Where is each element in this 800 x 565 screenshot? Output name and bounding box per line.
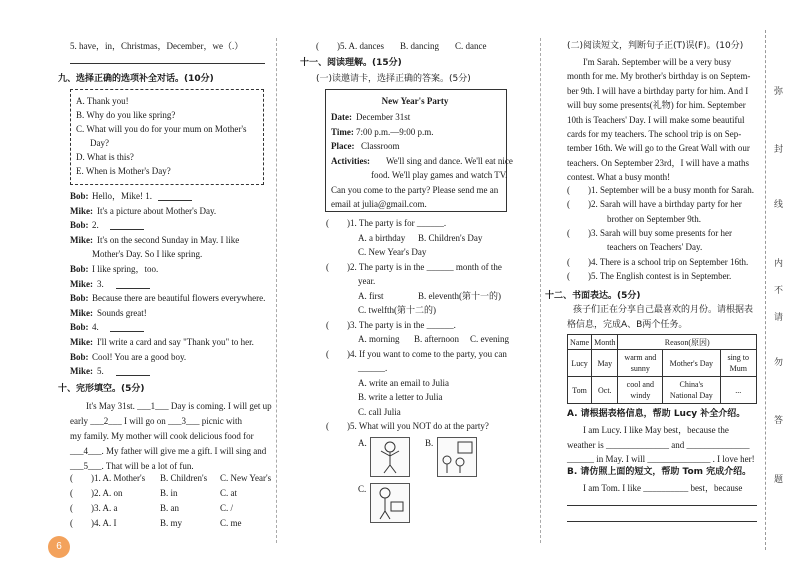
table-row <box>568 350 757 377</box>
speaker-label: Mike: <box>70 337 93 347</box>
dialog-line: I like spring，too. <box>92 264 159 274</box>
speaker-label: Bob: <box>70 191 89 201</box>
answer-blank[interactable] <box>110 229 144 230</box>
option-item: D. What is this? <box>76 152 134 162</box>
card-value: email at julia@gmail.com. <box>331 199 427 209</box>
card-value: December 31st <box>356 112 411 122</box>
seal-char: 内 <box>774 259 784 269</box>
cloze-line: ___4___. My father will give me a gift. I will sing and <box>70 446 267 456</box>
dialog-line: Hello，Mike! 1. <box>92 191 152 201</box>
passage-line: I'm Sarah. September will be a very busy <box>583 57 732 67</box>
cloze-option[interactable]: C. New Year's <box>220 473 272 483</box>
cloze-line: my family. My mother will cook delicious food for <box>70 431 254 441</box>
cloze-option[interactable]: ( )4. A. I <box>70 518 117 528</box>
cloze-option[interactable]: ( )1. A. Mother's <box>70 473 146 483</box>
card-label: Activities: <box>331 155 370 166</box>
speaker-label: Mike: <box>70 307 93 318</box>
answer-blank[interactable] <box>110 331 144 332</box>
speaker-label: Mike: <box>70 278 93 289</box>
passage-line: ber 9th. I will have a birthday party for him. And I <box>567 85 749 96</box>
dialog-line: It's on the second Sunday in May. I like <box>97 234 240 245</box>
writing-line[interactable] <box>567 505 757 506</box>
q5-option[interactable]: B. dancing <box>400 41 439 51</box>
cloze-option[interactable]: B. my <box>160 518 183 528</box>
q5-option[interactable]: ( )5. A. dances <box>316 41 384 51</box>
card-value: food. We'll play games and watch TV. <box>371 170 508 180</box>
answer-option[interactable]: A. write an email to Julia <box>358 377 449 388</box>
speaker-label: Mike: <box>70 205 93 216</box>
seal-char: 答 <box>774 416 784 426</box>
answer-option[interactable]: B. Children's Day <box>418 232 483 243</box>
table-header: Reason(原因) <box>618 335 757 350</box>
cloze-option[interactable]: C. me <box>220 518 242 528</box>
question-text: ( )3. The party is in the ______. <box>326 319 456 330</box>
task-a-title: A. 请根据表格信息，帮助 Lucy 补全介绍。 <box>567 409 746 419</box>
section-12-title: 十二、书面表达。(5分) <box>545 291 641 301</box>
passage-line: 10th is Teachers' Day. I will make some beautiful <box>567 114 745 125</box>
true-false-item[interactable]: ( )5. The English contest is in September. <box>567 270 732 281</box>
table-cell: China's National Day <box>663 377 720 404</box>
passage-line: will buy some presents(礼物) for him. September <box>567 100 746 111</box>
speaker-label: Bob: <box>70 351 89 362</box>
table-cell: cool and windy <box>618 377 663 404</box>
q5-text: 5. have，in，Christmas，December，we（.） <box>70 41 244 51</box>
seal-char: 不 <box>774 286 784 296</box>
true-false-item[interactable]: ( )2. Sarah will have a birthday party for her <box>567 199 742 210</box>
table-cell: May <box>592 350 618 377</box>
answer-option[interactable]: C. evening <box>470 334 509 344</box>
table-header: Name <box>568 335 592 350</box>
card-label: Place: <box>331 141 355 151</box>
table-cell: Mother's Day <box>663 350 720 377</box>
cloze-option[interactable]: C. at <box>220 488 237 498</box>
dialog-line: Cool! You are a good boy. <box>92 351 187 362</box>
option-item: Day? <box>90 138 109 148</box>
cloze-line: ___5___. That will be a lot of fun. <box>70 461 194 471</box>
passage-line: contest. What a busy month! <box>567 172 671 183</box>
dialog-line: Sounds great! <box>97 307 147 318</box>
speaker-label: Bob: <box>70 220 89 231</box>
answer-option[interactable]: A. first <box>358 290 384 301</box>
cloze-line: early ___2___ I will go on ___3___ picnic with <box>70 416 242 426</box>
section-9-title: 九、选择正确的选项补全对话。(10分) <box>58 74 214 84</box>
answer-blank[interactable] <box>116 375 150 376</box>
question-text: ( )5. What will you NOT do at the party? <box>326 421 489 431</box>
cloze-option[interactable]: B. in <box>160 488 178 498</box>
answer-option[interactable]: A. morning <box>358 334 400 344</box>
answer-blank[interactable] <box>116 288 150 289</box>
table-cell: Lucy <box>568 350 592 377</box>
table-cell: warm and sunny <box>618 350 663 377</box>
cloze-option[interactable]: C. / <box>220 503 234 513</box>
true-false-item[interactable]: ( )1. September will be a busy month for Sarah. <box>567 185 754 195</box>
option-item: B. Why do you like spring? <box>76 110 176 120</box>
speaker-label: Mike: <box>70 234 93 245</box>
picture-watch-tv <box>437 437 477 477</box>
passage-line: cards for my teachers. The school trip is on Sep- <box>567 129 742 139</box>
card-title: New Year's Party <box>381 96 449 106</box>
cloze-option[interactable]: B. Children's <box>160 473 208 483</box>
table-cell: Tom <box>568 377 592 404</box>
cloze-line: It's May 31st. ___1___ Day is coming. I will get up <box>86 401 272 411</box>
task-a-line: weather is ______________ and ______________ <box>567 439 750 450</box>
answer-line[interactable] <box>70 63 265 64</box>
answer-option[interactable]: B. write a letter to Julia <box>358 392 443 402</box>
column-divider-2 <box>540 38 541 543</box>
passage-line: teachers. On September 23rd，I will have a maths <box>567 157 749 168</box>
seal-char: 封 <box>774 145 784 155</box>
dialog-line: 4. <box>92 322 99 333</box>
writing-line[interactable] <box>567 521 757 522</box>
question-text: ( )1. The party is for ______. <box>326 218 447 228</box>
cloze-option[interactable]: B. an <box>160 503 179 513</box>
info-table <box>567 334 757 404</box>
task-a-line: ______ in May. I will ______________ . I love her! <box>567 454 755 464</box>
speaker-label: Bob: <box>70 322 89 333</box>
page-number: 6 <box>48 536 70 558</box>
dialog-line: Because there are beautiful flowers everywhere. <box>92 293 266 304</box>
dialog-line: I'll write a card and say "Thank you" to her. <box>97 337 254 347</box>
true-false-item[interactable]: ( )3. Sarah will buy some presents for her <box>567 227 732 238</box>
card-label: Time: <box>331 126 354 137</box>
answer-option[interactable]: C. twelfth(第十二的) <box>358 305 436 315</box>
true-false-item: brother on September 9th. <box>607 213 701 224</box>
q5-option[interactable]: C. dance <box>455 41 487 51</box>
card-value: Classroom <box>361 141 400 151</box>
seal-char: 勿 <box>774 358 784 368</box>
question-text: year. <box>358 276 376 286</box>
question-text: ______. <box>358 363 388 373</box>
answer-option[interactable]: B. afternoon <box>414 334 459 344</box>
card-value: 7:00 p.m.—9:00 p.m. <box>356 126 434 137</box>
cloze-option[interactable]: ( )2. A. on <box>70 488 123 498</box>
section-12-desc-1: 孩子们正在分享自己最喜欢的月份。请根据表 <box>573 305 754 315</box>
section-11-title: 十一、阅读理解。(15分) <box>300 58 402 68</box>
dialog-line: 5. <box>97 366 104 377</box>
seal-line <box>765 30 766 550</box>
card-value: We'll sing and dance. We'll eat nice <box>386 155 513 166</box>
answer-option[interactable]: C. New Year's Day <box>358 247 427 257</box>
true-false-item[interactable]: ( )4. There is a school trip on September 16th. <box>567 256 749 267</box>
seal-char: 线 <box>774 200 784 210</box>
dialog-line: 2. <box>92 220 99 231</box>
table-cell: sing to Mum <box>720 350 756 377</box>
dialog-line: It's a picture about Mother's Day. <box>97 205 217 216</box>
section-12-desc-2: 格信息，完成A、B两个任务。 <box>567 320 688 330</box>
picture-write-letter <box>370 483 410 523</box>
seal-char: 弥 <box>774 87 784 97</box>
option-item: C. What will you do for your mum on Mother's <box>76 124 247 134</box>
task-b-title: B. 请仿照上面的短文，帮助 Tom 完成介绍。 <box>567 467 752 477</box>
table-cell: Oct. <box>592 377 618 404</box>
option-item: E. When is Mother's Day? <box>76 166 171 176</box>
speaker-label: Mike: <box>70 366 93 377</box>
section-10-title: 十、完形填空。(5分) <box>58 384 145 394</box>
dialog-line: Mother's Day. So I like spring. <box>92 249 203 260</box>
speaker-label: Bob: <box>70 264 89 274</box>
cloze-option[interactable]: ( )3. A. a <box>70 503 118 513</box>
task-b-line: I am Tom. I like __________ best，because <box>583 483 743 493</box>
option-b[interactable]: B. <box>425 438 434 448</box>
passage-line: tember 16th. We will go to the Great Wall with our <box>567 143 750 154</box>
table-cell: ... <box>720 377 756 404</box>
dialog-line: 3. <box>97 278 104 289</box>
true-false-item: teachers on Teachers' Day. <box>607 242 703 253</box>
table-row <box>568 377 757 404</box>
answer-option[interactable]: C. call Julia <box>358 406 401 417</box>
card-label: Date: <box>331 112 352 122</box>
part-2-instruction: (二)阅读短文，判断句子正(T)误(F)。(10分) <box>567 41 744 51</box>
question-text: ( )4. If you want to come to the party, you can <box>326 348 507 359</box>
table-header: Month <box>592 335 618 350</box>
option-item: A. Thank you! <box>76 96 129 106</box>
seal-char: 请 <box>774 313 784 323</box>
question-text: ( )2. The party is in the ______ month of the <box>326 261 502 272</box>
option-c[interactable]: C. <box>358 484 367 494</box>
picture-sing-dance <box>370 437 410 477</box>
seal-char: 题 <box>774 475 784 485</box>
task-a-line: I am Lucy. I like May best，because the <box>583 425 729 435</box>
card-value: Can you come to the party? Please send me an <box>331 184 499 195</box>
column-divider <box>276 38 277 543</box>
answer-blank[interactable] <box>158 200 192 201</box>
answer-option[interactable]: B. eleventh(第十一的) <box>418 290 501 301</box>
part-1-instruction: (一)读邀请卡，选择正确的答案。(5分) <box>316 74 471 84</box>
option-a[interactable]: A. <box>358 438 367 448</box>
answer-option[interactable]: A. a birthday <box>358 232 406 243</box>
speaker-label: Bob: <box>70 293 89 304</box>
passage-line: month for me. My brother's birthday is on Septem- <box>567 71 751 82</box>
